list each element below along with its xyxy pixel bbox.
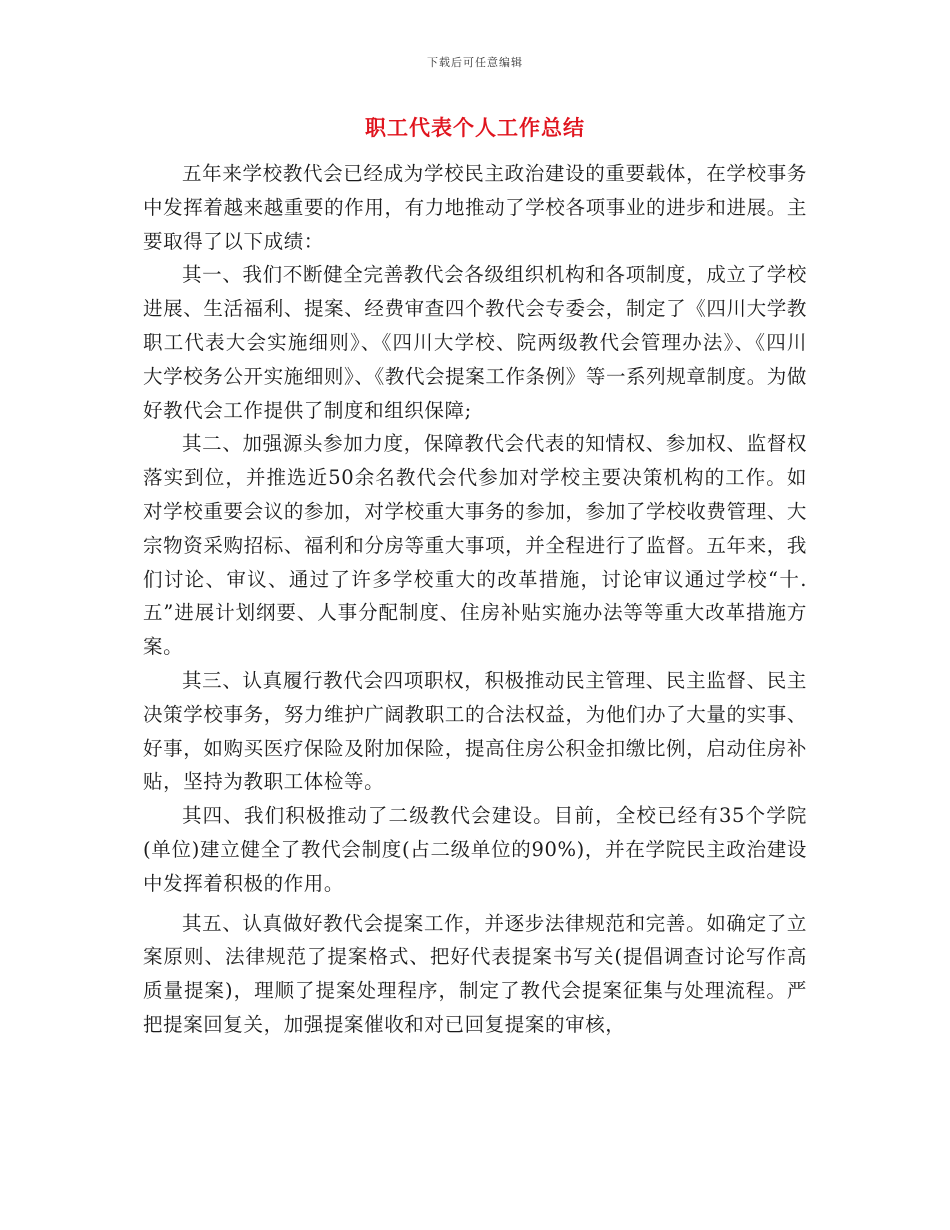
paragraph-fourth: 其四、我们积极推动了二级教代会建设。目前，全校已经有35个学院(单位)建立健全了教代会制度(占二级单位的90%)，并在学院民主政治建设中发挥着积极的作用。 xyxy=(143,804,807,895)
paragraph-first: 其一、我们不断健全完善教代会各级组织机构和各项制度，成立了学校进展、生活福利、提案、经费审查四个教代会专委会，制定了《四川大学教职工代表大会实施细则》、《四川大学校、院两级教代会管理办法》、《四川大学校务公开实施细则》、《教代会提案工作条例》等一系列规章制度。为做好教代会工作提供了制度和组织保障; xyxy=(143,263,807,422)
paragraph-fifth: 其五、认真做好教代会提案工作，并逐步法律规范和完善。如确定了立案原则、法律规范了提案格式、把好代表提案书写关(提倡调查讨论写作高质量提案)，理顺了提案处理程序，制定了教代会提案征集与处理流程。严把提案回复关，加强提案催收和对已回复提案的审核， xyxy=(143,911,807,1036)
paragraph-third: 其三、认真履行教代会四项职权，积极推动民主管理、民主监督、民主决策学校事务，努力维护广阔教职工的合法权益，为他们办了大量的实事、好事，如购买医疗保险及附加保险，提高住房公积金扣缴比例，启动住房补贴，坚持为教职工体检等。 xyxy=(143,668,807,794)
download-note: 下载后可任意编辑 xyxy=(427,56,523,69)
document-body xyxy=(143,157,807,1042)
paragraph-intro: 五年来学校教代会已经成为学校民主政治建设的重要载体，在学校事务中发挥着越来越重要的作用，有力地推动了学校各项事业的进步和进展。主要取得了以下成绩： xyxy=(143,162,807,253)
document-title: 职工代表个人工作总结 xyxy=(365,115,585,140)
paragraph-second: 其二、加强源头参加力度，保障教代会代表的知情权、参加权、监督权落实到位，并推选近50余名教代会代参加对学校主要决策机构的工作。如对学校重要会议的参加，对学校重大事务的参加，参加了学校收费管理、大宗物资采购招标、福利和分房等重大事项，并全程进行了监督。五年来，我们讨论、审议、通过了许多学校重大的改革措施，讨论审议通过学校“十.五”进展计划纲要、人事分配制度、住房补贴实施办法等等重大改革措施方案。 xyxy=(143,432,807,659)
